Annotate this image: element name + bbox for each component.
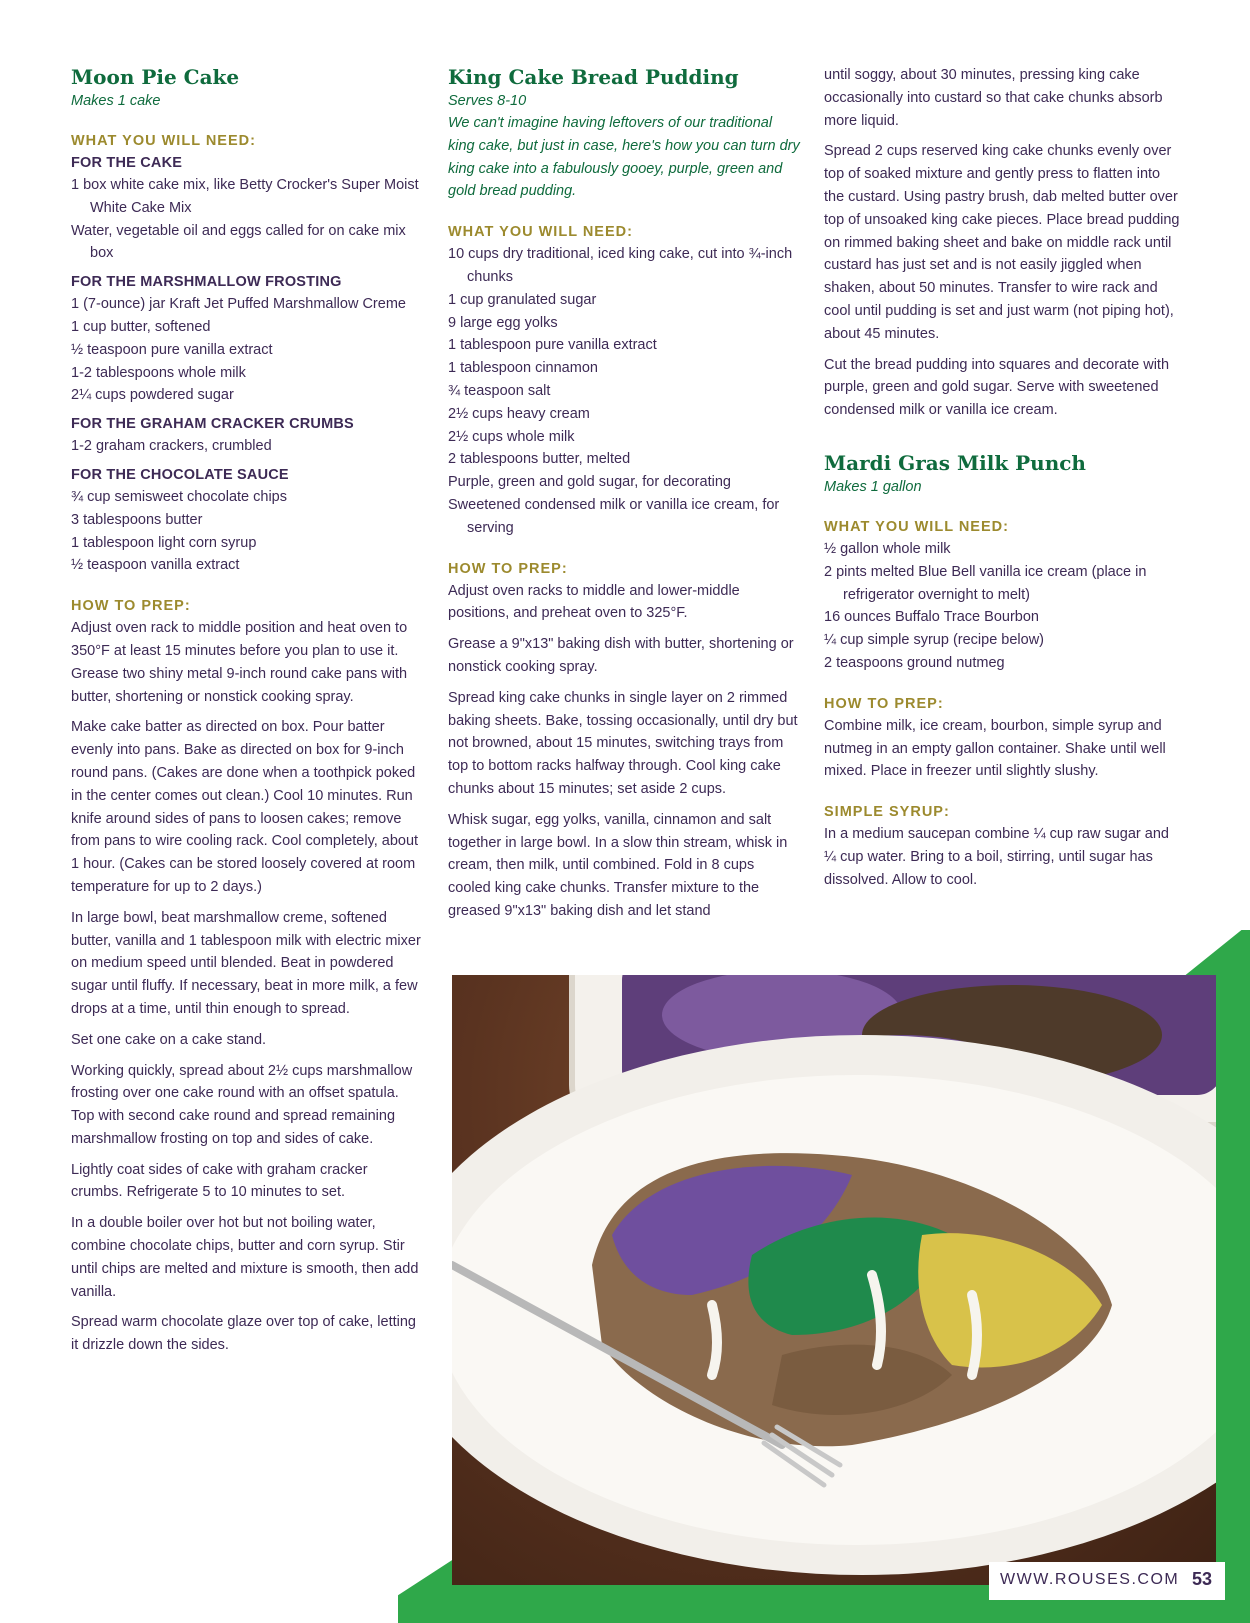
moon-pie-title: Moon Pie Cake [71,65,240,89]
ingredient-list [71,293,421,407]
ingredient: 1 tablespoon cinnamon [448,360,598,377]
ingredient-list [71,435,421,458]
ingredient: 2¼ cups powdered sugar [71,387,234,404]
ingredient: 3 tablespoons butter [71,511,203,528]
prep-step: In a double boiler over hot but not boiling water, combine chocolate chips, butter and corn syrup. Stir until chips are melted and mixture is smooth, then add vanilla. [71,1215,419,1300]
king-cake-intro: We can't imagine having leftovers of our traditional king cake, but just in case, here's how you can turn dry king cake into a fabulously gooey, purple, green and gold bread pudding. [448,115,800,200]
ingredient: ½ teaspoon pure vanilla extract [71,341,273,358]
milk-punch-title: Mardi Gras Milk Punch [824,450,1086,475]
ingredient: 16 ounces Buffalo Trace Bourbon [824,609,1039,626]
ingredient-list [71,174,421,265]
moon-pie-yield: Makes 1 cake [71,93,161,109]
footer-url[interactable]: WWW.ROUSES.COM [1000,1571,1180,1588]
prep-step: Spread warm chocolate glaze over top of cake, letting it drizzle down the sides. [71,1314,416,1354]
moon-pie-prep-heading: HOW TO PREP: [71,598,191,615]
prep-steps [448,580,800,923]
prep-step: Adjust oven racks to middle and lower-middle positions, and preheat oven to 325°F. [448,582,740,622]
prep-step: Spread 2 cups reserved king cake chunks evenly over top of soaked mixture and gently press to flatten into the custard. Using pastry brush, dab melted butter over top of unsoaked king cake pieces. Place bread pudding on rimmed baking sheet and bake on middle rack until custard has just set and is not easily jiggled when shaken, about 50 minutes. Transfer to wire rack and cool until pudding is set and just warm (not piping hot), about 45 minutes. [824,143,1180,342]
ingredient: 9 large egg yolks [448,314,558,331]
prep-step: Adjust oven rack to middle position and heat oven to 350°F at least 15 minutes before you plan to use it. Grease two shiny metal 9-inch round cake pans with butter, shortening or nonstick cooking spray. [71,620,408,705]
group-heading: FOR THE MARSHMALLOW FROSTING [71,274,342,291]
prep-step: Combine milk, ice cream, bourbon, simple syrup and nutmeg in an empty gallon container. Shake until well mixed. Place in freezer until slightly slushy. [824,717,1166,780]
prep-step: Grease a 9"x13" baking dish with butter, shortening or nonstick cooking spray. [448,636,794,675]
ingredient: 1 tablespoon light corn syrup [71,534,257,551]
bread-pudding-photo [452,975,1216,1585]
group-heading: FOR THE GRAHAM CRACKER CRUMBS [71,416,354,433]
prep-step: Working quickly, spread about 2½ cups marshmallow frosting over one cake round with an offset spatula. Top with second cake round and spread remaining marshmallow frosting on top and sides of cake. [71,1062,413,1147]
prep-step: Whisk sugar, egg yolks, vanilla, cinnamon and salt together in large bowl. In a slow thin stream, whisk in cream, then milk, until combined. Fold in 8 cups cooled king cake chunks. Transfer mixture to the greased 9"x13" baking dish and let stand [448,811,788,919]
ingredient: ½ gallon whole milk [824,540,951,557]
ingredient: 2 tablespoons butter, melted [448,451,631,468]
simple-syrup-text: In a medium saucepan combine ¼ cup raw sugar and ¼ cup water. Bring to a boil, stirring, until sugar has dissolved. Allow to cool. [824,826,1169,888]
ingredient: 1 (7-ounce) jar Kraft Jet Puffed Marshmallow Creme [71,296,406,313]
ingredient: Purple, green and gold sugar, for decorating [448,474,731,491]
ingredient: 10 cups dry traditional, iced king cake, cut into ¾-inch chunks [448,246,793,285]
prep-step: Set one cake on a cake stand. [71,1031,267,1048]
moon-pie-need-heading: WHAT YOU WILL NEED: [71,133,256,149]
ingredient: 1 cup granulated sugar [448,291,597,308]
ingredient: 2½ cups whole milk [448,428,575,445]
ingredient: ½ teaspoon vanilla extract [71,557,240,574]
ingredient: 2½ cups heavy cream [448,405,590,422]
ingredient: 1 tablespoon pure vanilla extract [448,337,657,354]
milk-punch-need-heading: WHAT YOU WILL NEED: [824,518,1009,535]
ingredient: ¼ cup simple syrup (recipe below) [824,632,1045,649]
ingredient-list [448,243,800,539]
ingredient: ¾ teaspoon salt [448,382,551,399]
ingredient-list [824,538,1184,675]
ingredient: 2 pints melted Blue Bell vanilla ice cream (place in refrigerator overnight to melt) [824,563,1147,603]
ingredient: 2 teaspoons ground nutmeg [824,654,1005,671]
ingredient-list [71,486,421,577]
page-number: 53 [1192,1569,1213,1589]
ingredient: 1-2 tablespoons whole milk [71,364,246,381]
milk-punch-yield: Makes 1 gallon [824,478,922,495]
prep-step: Make cake batter as directed on box. Pour batter evenly into pans. Bake as directed on box for 9-inch round pans. (Cakes are done when a toothpick poked in the center comes out clean.) Cool 10 minutes. Run knife around sides of pans to loosen cakes; remove from pans to wire cooling rack. Cool completely, about 1 hour. (Cakes can be stored loosely covered at room temperature for up to 2 days.) [71,719,419,895]
king-cake-recipe [448,64,800,931]
prep-step: In large bowl, beat marshmallow creme, softened butter, vanilla and 1 tablespoon milk with electric mixer on medium speed until blended. Beat in powdered sugar until fluffy. If necessary, beat in more milk, a few drops at a time, until thin enough to spread. [71,909,421,1017]
king-cake-title: King Cake Bread Pudding [448,65,739,89]
moon-pie-recipe [71,64,421,1365]
prep-step: Spread king cake chunks in single layer on 2 rimmed baking sheets. Bake, tossing occasionally, until dry but not browned, about 15 minutes, switching trays from top to bottom racks halfway through. Cool king cake chunks about 15 minutes; set aside 2 cups. [448,689,798,797]
king-cake-prep-heading: HOW TO PREP: [448,560,568,577]
ingredient: Sweetened condensed milk or vanilla ice cream, for serving [448,496,780,536]
right-column [824,64,1184,900]
king-cake-yield: Serves 8-10 [448,93,527,109]
group-heading: FOR THE CHOCOLATE SAUCE [71,466,289,483]
ingredient: Water, vegetable oil and eggs called for on cake mix box [71,222,406,262]
bread-pudding-illustration [452,975,1216,1585]
prep-step: Cut the bread pudding into squares and decorate with purple, green and gold sugar. Serve with sweetened condensed milk or vanilla ice cream. [824,356,1170,419]
simple-syrup-heading: SIMPLE SYRUP: [824,804,950,821]
ingredient: 1 box white cake mix, like Betty Crocker's Super Moist White Cake Mix [71,177,419,216]
ingredient: ¾ cup semisweet chocolate chips [71,488,287,505]
ingredient: 1-2 graham crackers, crumbled [71,438,272,455]
king-cake-need-heading: WHAT YOU WILL NEED: [448,224,633,241]
prep-step: until soggy, about 30 minutes, pressing king cake occasionally into custard so that cake chunks absorb more liquid. [824,67,1163,129]
prep-steps [71,617,421,1357]
prep-step: Lightly coat sides of cake with graham cracker crumbs. Refrigerate 5 to 10 minutes to set. [71,1161,368,1201]
group-heading: FOR THE CAKE [71,155,183,171]
milk-punch-prep-heading: HOW TO PREP: [824,695,944,712]
king-cake-steps-continued [824,64,1184,422]
ingredient: 1 cup butter, softened [71,318,211,335]
